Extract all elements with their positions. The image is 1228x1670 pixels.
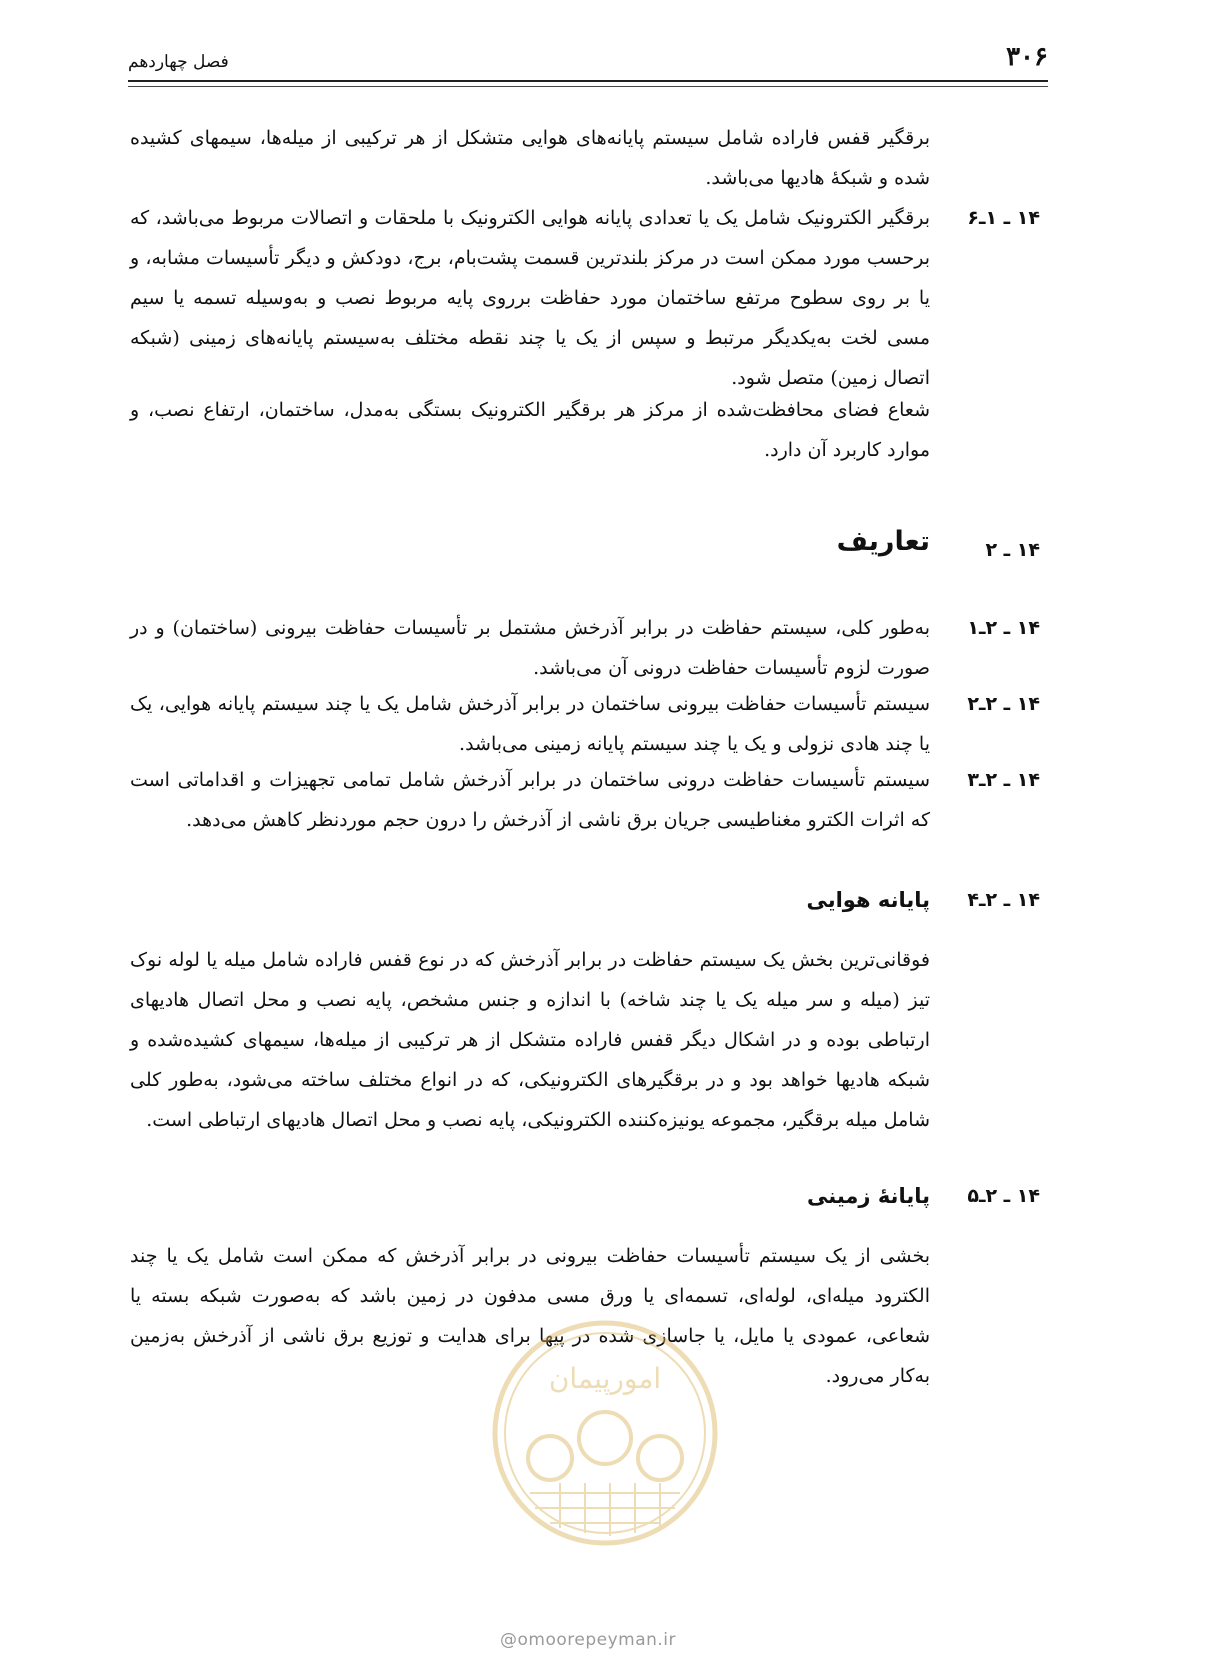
item-number-2-3: ۱۴ ـ ۲ـ۳ [967, 769, 1040, 791]
item-title-2-4: پایانه هوایی [806, 888, 930, 912]
item-number-2-4: ۱۴ ـ ۲ـ۴ [967, 889, 1040, 911]
page-number: ۳۰۶ [1006, 42, 1048, 72]
watermark-seal-text: امورپیمان [548, 1362, 662, 1395]
item-title-2-5: پایانهٔ زمینی [807, 1184, 930, 1208]
item-number-2-5: ۱۴ ـ ۲ـ۵ [967, 1185, 1040, 1207]
item-text-2-4: فوقانی‌ترین بخش یک سیستم حفاظت در برابر آذرخش که در نوع قفس فاراده شامل میله یا لوله نوک تیز (میله و سر میله یک یا چند شاخه) با اندازه و جنس مشخص، پایه نصب و محل اتصال هادیهای ارتباطی بوده و در اشکال دیگر قفس فاراده متشکل از هر ترکیبی از میله‌ها، سیمهای کشیده‌شده و شبکه هادیها خواهد بود و در برقگیرهای الکترونیکی، که در انواع مختلف ساخته می‌شود، به‌طور کلی شامل میله برقگیر، مجموعه یونیزه‌کننده الکترونیکی، پایه نصب و محل اتصال هادیهای ارتباطی است. [130, 949, 930, 1131]
intro-paragraph-electronic: برقگیر الکترونیک شامل یک یا تعدادی پایانه هوایی الکترونیک با ملحقات و اتصالات مربوط می‌باشد، که برحسب مورد ممکن است در مرکز بلندترین قسمت پشت‌بام، برج، دودکش و دیگر تأسیسات مشابه، و یا بر روی سطوح مرتفع ساختمان مورد حفاظت برروی پایه مربوط نصب و به‌وسیله تسمه یا سیم مسی لخت به‌یکدیگر مرتبط و سپس از یک یا چند نقطه مختلف به‌سیستم پایانه‌های زمینی (شبکه اتصال زمین) متصل شود. [130, 207, 930, 389]
watermark-seal [490, 1318, 720, 1548]
section-number-definitions: ۱۴ ـ ۲ [985, 539, 1040, 561]
intro-paragraph-faraday: برقگیر قفس فاراده شامل سیستم پایانه‌های هوایی متشکل از هر ترکیبی از میله‌ها، سیمهای کشیده شده و شبکهٔ هادیها می‌باشد. [130, 127, 930, 189]
item-text-2-5: بخشی از یک سیستم تأسیسات حفاظت بیرونی در برابر آذرخش که ممکن است شامل یک یا چند الکترود میله‌ای، لوله‌ای، تسمه‌ای یا ورق مسی مدفون در زمین باشد که به‌صورت شبکه بسته یا شعاعی، عمودی یا مایل، یا جاسازی شده در پیها برای هدایت و توزیع برق ناشی از آذرخش به‌زمین به‌کار می‌رود. [130, 1245, 930, 1387]
section-title-definitions: تعاریف [836, 526, 930, 557]
item-text-2-1: به‌طور کلی، سیستم حفاظت در برابر آذرخش مشتمل بر تأسیسات حفاظت بیرونی (ساختمان) و در صورت لزوم تأسیسات حفاظت درونی آن می‌باشد. [130, 617, 930, 679]
chapter-title: فصل چهاردهم [128, 52, 229, 72]
watermark-site-url: @omoorepeyman.ir [500, 1630, 677, 1650]
item-number-1-6: ۱۴ ـ ۱ـ۶ [967, 207, 1040, 229]
intro-paragraph-radius: شعاع فضای محافظت‌شده از مرکز هر برقگیر الکترونیک بستگی به‌مدل، ساختمان، ارتفاع نصب، و موارد کاربرد آن دارد. [130, 399, 930, 461]
item-text-2-2: سیستم تأسیسات حفاظت بیرونی ساختمان در برابر آذرخش شامل یک یا چند سیستم پایانه هوایی، یک یا چند هادی نزولی و یک یا چند سیستم پایانه زمینی می‌باشد. [130, 693, 930, 755]
header-rule-thick [128, 80, 1048, 82]
item-number-2-2: ۱۴ ـ ۲ـ۲ [967, 693, 1040, 715]
item-text-2-3: سیستم تأسیسات حفاظت درونی ساختمان در برابر آذرخش شامل تمامی تجهیزات و اقداماتی است که اثرات الکترو مغناطیسی جریان برق ناشی از آذرخش را درون حجم موردنظر کاهش می‌دهد. [130, 769, 930, 831]
header-rule-thin [128, 86, 1048, 87]
page-header [128, 42, 1048, 82]
item-number-2-1: ۱۴ ـ ۲ـ۱ [967, 617, 1040, 639]
